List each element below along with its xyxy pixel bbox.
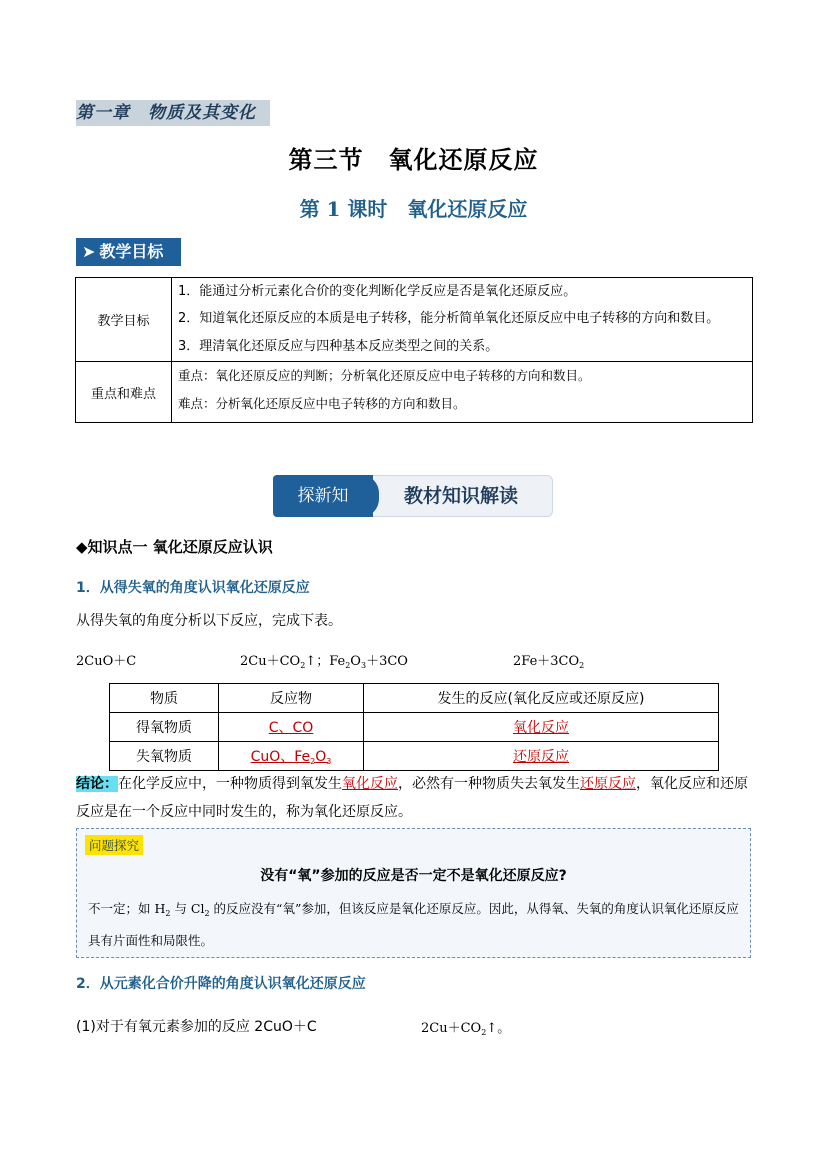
lesson-subtitle: 第 1 课时 氧化还原反应: [299, 197, 528, 221]
table-row: [76, 362, 753, 423]
section-banner-left: 探新知: [273, 475, 373, 517]
column-header: 发生的反应(氧化反应或还原反应): [364, 684, 719, 713]
row-label: 重点和难点: [76, 362, 172, 423]
section-banner-right: 教材知识解读: [369, 475, 553, 517]
keypoint-line: 难点：分析氧化还原反应中电子转移的方向和数目。: [178, 396, 466, 411]
goal-line: 2．知道氧化还原反应的本质是电子转移，能分析简单氧化还原反应中电子转移的方向和数目。: [178, 311, 720, 326]
page-title: 第三节 氧化还原反应: [288, 145, 539, 174]
chapter-label: 第一章 物质及其变化: [76, 100, 270, 126]
conclusion-paragraph: 结论：在化学反应中，一种物质得到氧发生氧化反应，必然有一种物质失去氧发生还原反应，氧化反应和还原反应是在一个反应中同时发生的，称为氧化还原反应。: [76, 776, 748, 820]
conclusion-label: 结论：: [76, 776, 118, 792]
column-header: 物质: [110, 684, 219, 713]
teaching-goals-table: [75, 277, 753, 423]
part2-heading: 2．从元素化合价升降的角度认识氧化还原反应: [76, 976, 366, 992]
keypoint-line: 重点：氧化还原反应的判断；分析氧化还原反应中电子转移的方向和数目。: [178, 368, 591, 383]
reactant-cell: C、CO: [219, 713, 364, 742]
part1-heading: 1．从得失氧的角度认识氧化还原反应: [76, 580, 310, 596]
teaching-goals-banner: [76, 238, 181, 266]
inquiry-box: [76, 828, 751, 958]
goal-line: 3．理清氧化还原反应与四种基本反应类型之间的关系。: [178, 339, 499, 354]
inquiry-answer: 不一定；如 $H_2$ 与 $Cl_2$ 的反应没有“氧”参加，但该反应是氧化还原反应。因此，从得氧、失氧的角度认识氧化还原反应具有片面性和局限性。: [88, 901, 739, 948]
oxygen-reaction-table: [109, 683, 719, 771]
table-row: [76, 278, 753, 362]
row-label: 失氧物质: [110, 742, 219, 771]
goal-line: 1．能通过分析元素化合价的变化判断化学反应是否是氧化还原反应。: [178, 284, 577, 299]
arrow-right-icon: ➤: [82, 242, 96, 261]
goals-cell: [172, 278, 753, 362]
reactant-cell: CuO、$Fe_2O_3$: [219, 742, 364, 771]
keypoints-cell: [172, 362, 753, 423]
table-row: [110, 742, 719, 771]
part2-line-left: (1)对于有氧元素参加的反应 2CuO＋C: [76, 1019, 317, 1035]
equation-1-left: 2CuO＋C: [76, 654, 137, 669]
equation-2-right: $2Fe+3CO_2$: [513, 654, 585, 670]
banner-label: 教学目标: [99, 242, 164, 261]
inquiry-question: 没有“氧”参加的反应是否一定不是氧化还原反应?: [260, 868, 567, 884]
reaction-cell: 氧化反应: [364, 713, 719, 742]
section-banner: [273, 475, 553, 517]
column-header: 反应物: [219, 684, 364, 713]
equation-1-right: $2Cu+CO_2↑$；$Fe_2O_3+3CO$: [240, 654, 408, 670]
inquiry-tag: 问题探究: [85, 835, 143, 855]
part1-intro: 从得失氧的角度分析以下反应，完成下表。: [76, 613, 342, 629]
row-label: 教学目标: [76, 278, 172, 362]
knowledge-point-heading: ◆知识点一 氧化还原反应认识: [76, 538, 273, 556]
table-row: [110, 713, 719, 742]
table-header-row: [110, 684, 719, 713]
reaction-cell: 还原反应: [364, 742, 719, 771]
part2-line-right: $2Cu+CO_2↑$。: [421, 1021, 511, 1037]
row-label: 得氧物质: [110, 713, 219, 742]
